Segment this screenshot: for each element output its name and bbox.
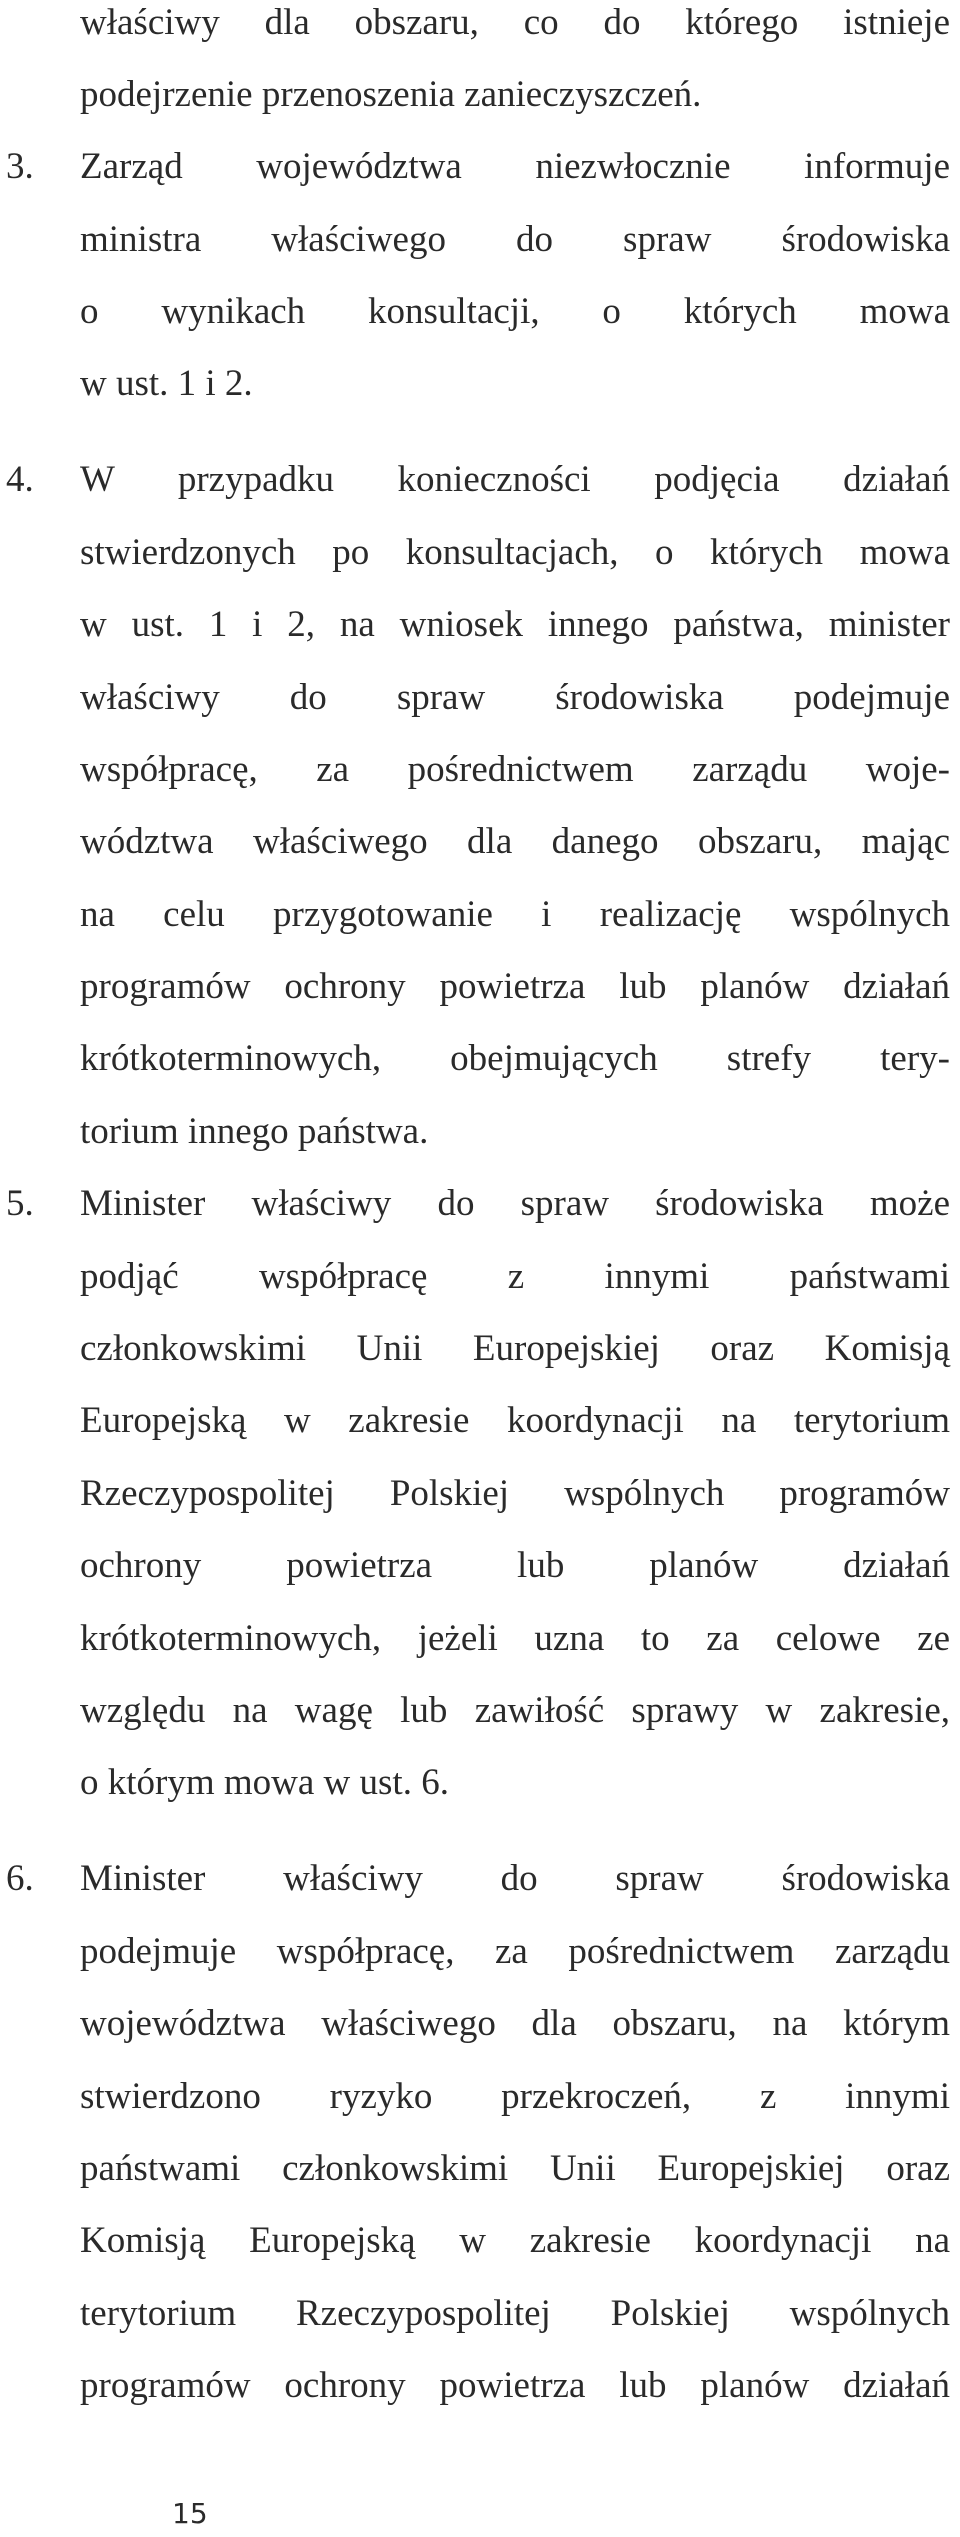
paragraph-line: ministra właściwego do spraw środowiska: [80, 219, 950, 260]
paragraph-line: Minister właściwy do spraw środowiska: [80, 1858, 950, 1899]
paragraph-line: państwami członkowskimi Unii Europejskiej oraz: [80, 2148, 950, 2189]
paragraph-line: w ust. 1 i 2, na wniosek innego państwa, minister: [80, 604, 950, 645]
paragraph-line: programów ochrony powietrza lub planów działań: [80, 966, 950, 1007]
page-number: 15: [172, 2497, 208, 2530]
paragraph-line: torium innego państwa.: [80, 1111, 429, 1152]
paragraph-line: krótkoterminowych, obejmujących strefy tery-: [80, 1038, 950, 1079]
item-number: 5.: [6, 1183, 34, 1224]
item-number: 3.: [6, 146, 34, 187]
paragraph-line: programów ochrony powietrza lub planów działań: [80, 2365, 950, 2406]
paragraph-line: województwa właściwego dla obszaru, na którym: [80, 2003, 950, 2044]
paragraph-line: w ust. 1 i 2.: [80, 363, 253, 404]
paragraph-line: Zarząd województwa niezwłocznie informuje: [80, 146, 950, 187]
paragraph-line: na celu przygotowanie i realizację wspólnych: [80, 894, 950, 935]
paragraph-line: względu na wagę lub zawiłość sprawy w zakresie,: [80, 1690, 950, 1731]
paragraph-line: Minister właściwy do spraw środowiska może: [80, 1183, 950, 1224]
paragraph-line: o którym mowa w ust. 6.: [80, 1762, 449, 1803]
paragraph-line: Komisją Europejską w zakresie koordynacji na: [80, 2220, 950, 2261]
paragraph-line: właściwy dla obszaru, co do którego istnieje: [80, 2, 950, 43]
paragraph-line: W przypadku konieczności podjęcia działań: [80, 459, 950, 500]
paragraph-line: ochrony powietrza lub planów działań: [80, 1545, 950, 1586]
paragraph-line: wództwa właściwego dla danego obszaru, mając: [80, 821, 950, 862]
paragraph-line: podjąć współpracę z innymi państwami: [80, 1256, 950, 1297]
paragraph-line: podejrzenie przenoszenia zanieczyszczeń.: [80, 74, 702, 115]
item-number: 6.: [6, 1858, 34, 1899]
paragraph-line: Europejską w zakresie koordynacji na terytorium: [80, 1400, 950, 1441]
paragraph-line: krótkoterminowych, jeżeli uzna to za celowe ze: [80, 1618, 950, 1659]
paragraph-line: stwierdzono ryzyko przekroczeń, z innymi: [80, 2076, 950, 2117]
paragraph-line: terytorium Rzeczypospolitej Polskiej wspólnych: [80, 2293, 950, 2334]
paragraph-line: właściwy do spraw środowiska podejmuje: [80, 677, 950, 718]
paragraph-line: Rzeczypospolitej Polskiej wspólnych programów: [80, 1473, 950, 1514]
paragraph-line: członkowskimi Unii Europejskiej oraz Komisją: [80, 1328, 950, 1369]
item-number: 4.: [6, 459, 34, 500]
paragraph-line: o wynikach konsultacji, o których mowa: [80, 291, 950, 332]
paragraph-line: podejmuje współpracę, za pośrednictwem zarządu: [80, 1931, 950, 1972]
paragraph-line: współpracę, za pośrednictwem zarządu woje-: [80, 749, 950, 790]
paragraph-line: stwierdzonych po konsultacjach, o których mowa: [80, 532, 950, 573]
